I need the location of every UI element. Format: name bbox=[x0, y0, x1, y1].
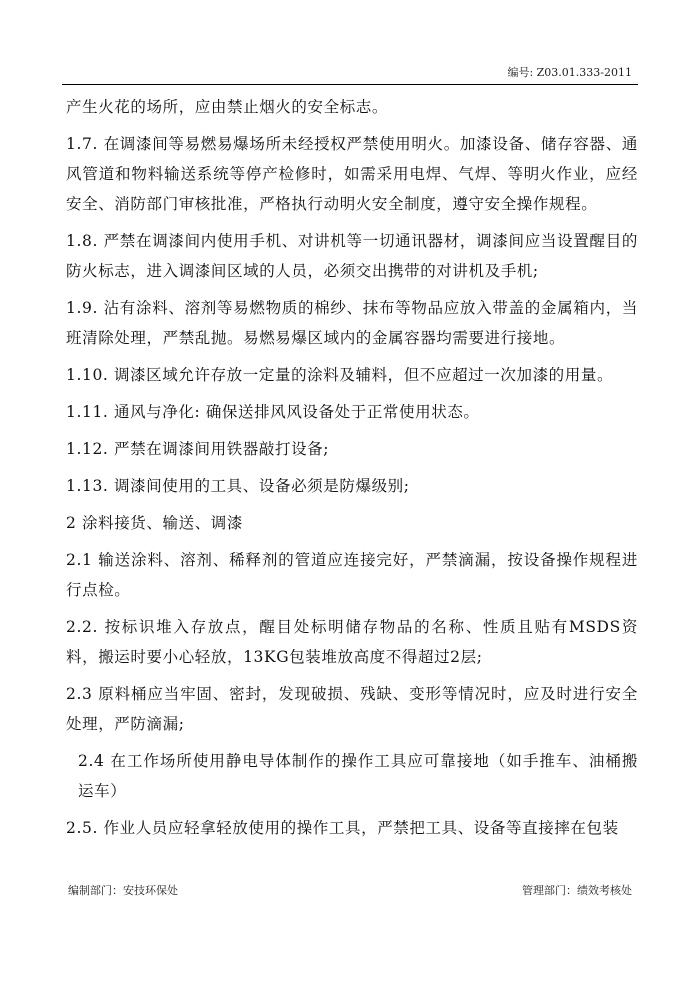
document-body bbox=[66, 92, 638, 850]
section-heading: 2 涂料接货、输送、调漆 bbox=[66, 514, 243, 532]
footer-compiling-department: 编制部门：安技环保处 bbox=[68, 884, 178, 897]
paragraph: 1.9. 沾有涂料、溶剂等易燃物质的棉纱、抹布等物品应放入带盖的金属箱内，当班清除处理，严禁乱抛。易燃易爆区域内的金属容器均需要进行接地。 bbox=[66, 299, 638, 347]
header-divider bbox=[62, 84, 638, 85]
paragraph: 2.4 在工作场所使用静电导体制作的操作工具应可靠接地（如手推车、油桶搬运车） bbox=[78, 752, 638, 800]
paragraph: 1.13. 调漆间使用的工具、设备必须是防爆级别; bbox=[66, 477, 410, 495]
paragraph: 1.8. 严禁在调漆间内使用手机、对讲机等一切通讯器材，调漆间应当设置醒目的防火标志，进入调漆间区域的人员，必须交出携带的对讲机及手机; bbox=[66, 232, 638, 280]
paragraph: 1.12. 严禁在调漆间用铁器敲打设备; bbox=[66, 440, 330, 458]
document-code: 编号: Z03.01.333-2011 bbox=[507, 66, 632, 79]
paragraph: 2.5. 作业人员应轻拿轻放使用的操作工具，严禁把工具、设备等直接摔在包装 bbox=[66, 819, 619, 837]
paragraph: 2.2. 按标识堆入存放点，醒目处标明储存物品的名称、性质且贴有MSDS资料，搬运时要小心轻放，13KG包装堆放高度不得超过2层; bbox=[66, 618, 638, 666]
footer-managing-department: 管理部门：绩效考核处 bbox=[522, 884, 632, 897]
paragraph: 1.11. 通风与净化: 确保送排风风设备处于正常使用状态。 bbox=[66, 403, 480, 421]
paragraph: 2.1 输送涂料、溶剂、稀释剂的管道应连接完好，严禁滴漏，按设备操作规程进行点检。 bbox=[66, 551, 638, 599]
paragraph: 1.7. 在调漆间等易燃易爆场所未经授权严禁使用明火。加漆设备、储存容器、通风管道和物料输送系统等停产检修时，如需采用电焊、气焊、等明火作业，应经安全、消防部门审核批准，严格执行动明火安全制度，遵守安全操作规程。 bbox=[66, 135, 638, 213]
paragraph: 1.10. 调漆区域允许存放一定量的涂料及辅料，但不应超过一次加漆的用量。 bbox=[66, 366, 614, 384]
paragraph: 2.3 原料桶应当牢固、密封，发现破损、残缺、变形等情况时，应及时进行安全处理，严防滴漏; bbox=[66, 685, 638, 733]
paragraph: 产生火花的场所，应由禁止烟火的安全标志。 bbox=[66, 98, 389, 116]
